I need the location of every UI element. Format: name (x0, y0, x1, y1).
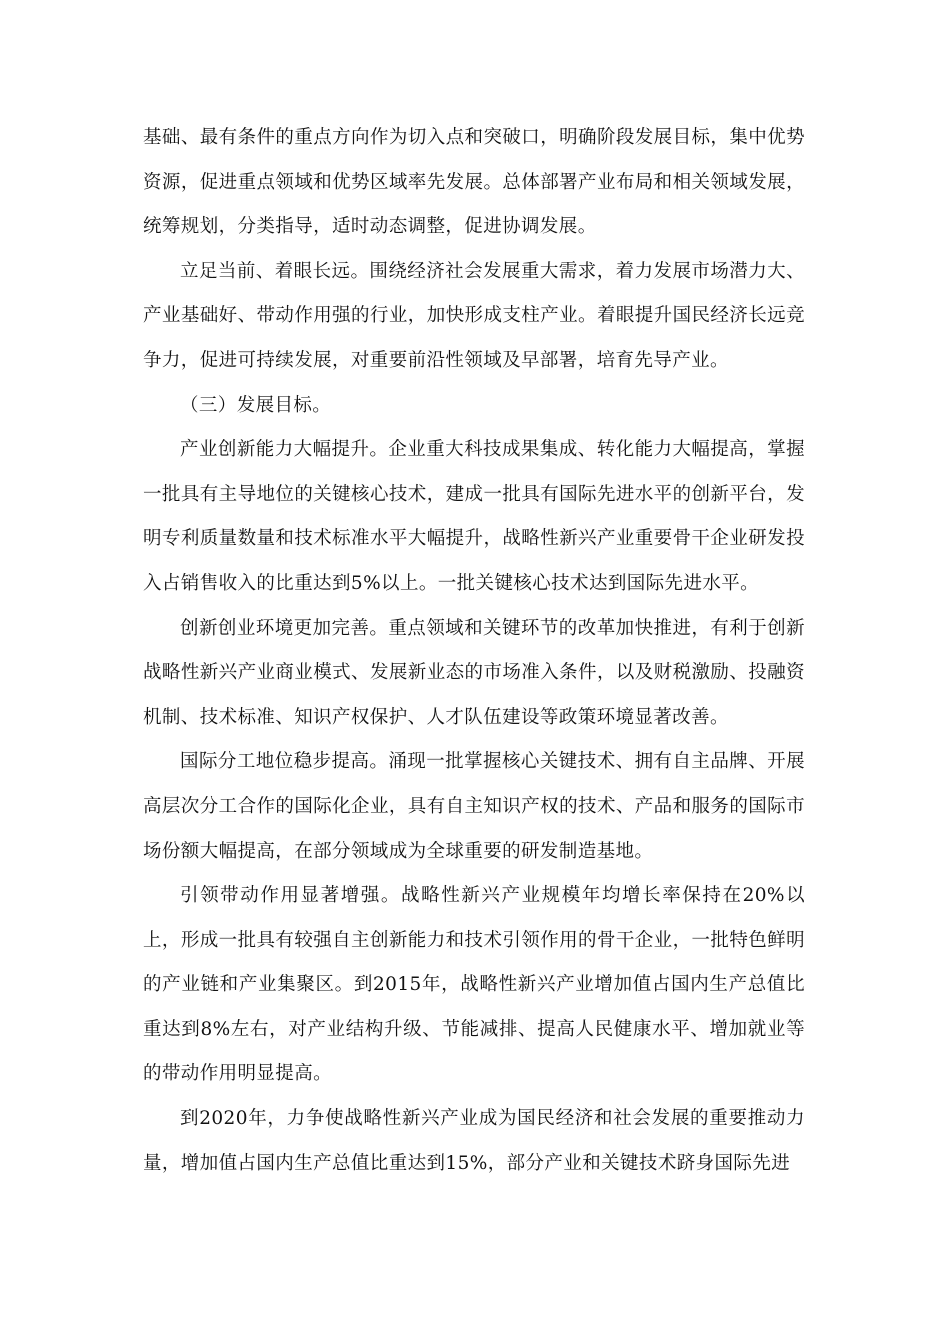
paragraph-international-division: 国际分工地位稳步提高。涌现一批掌握核心关键技术、拥有自主品牌、开展高层次分工合作的国际化企业，具有自主知识产权的技术、产品和服务的国际市场份额大幅提高，在部分领域成为全球重要的研发制造基地。 (143, 751, 805, 862)
paragraph-long-term-view: 立足当前、着眼长远。围绕经济社会发展重大需求，着力发展市场潜力大、产业基础好、带动作用强的行业，加快形成支柱产业。着眼提升国民经济长远竞争力，促进可持续发展，对重要前沿性领域及早部署，培育先导产业。 (143, 260, 805, 371)
section-heading-development-goals: （三）发展目标。 (180, 394, 332, 416)
document-body (143, 116, 805, 1186)
paragraph-entrepreneurship-environment: 创新创业环境更加完善。重点领域和关键环节的改革加快推进，有利于创新战略性新兴产业商业模式、发展新业态的市场准入条件，以及财税激励、投融资机制、技术标准、知识产权保护、人才队伍建设等政策环境显著改善。 (143, 617, 805, 728)
paragraph-2020-target: 到2020年，力争使战略性新兴产业成为国民经济和社会发展的重要推动力量，增加值占国内生产总值比重达到15%，部分产业和关键技术跻身国际先进 (143, 1108, 805, 1174)
paragraph-leading-role: 引领带动作用显著增强。战略性新兴产业规模年均增长率保持在20%以上，形成一批具有较强自主创新能力和技术引领作用的骨干企业，一批特色鲜明的产业链和产业集聚区。到2015年，战略性新兴产业增加值占国内生产总值比重达到8%左右，对产业结构升级、节能减排、提高人民健康水平、增加就业等的带动作用明显提高。 (143, 885, 805, 1085)
paragraph-innovation-capacity: 产业创新能力大幅提升。企业重大科技成果集成、转化能力大幅提高，掌握一批具有主导地位的关键核心技术，建成一批具有国际先进水平的创新平台，发明专利质量数量和技术标准水平大幅提升，战略性新兴产业重要骨干企业研发投入占销售收入的比重达到5%以上。一批关键核心技术达到国际先进水平。 (143, 439, 805, 594)
paragraph-continued-basis: 基础、最有条件的重点方向作为切入点和突破口，明确阶段发展目标，集中优势资源，促进重点领域和优势区域率先发展。总体部署产业布局和相关领域发展，统筹规划，分类指导，适时动态调整，促进协调发展。 (143, 127, 805, 238)
